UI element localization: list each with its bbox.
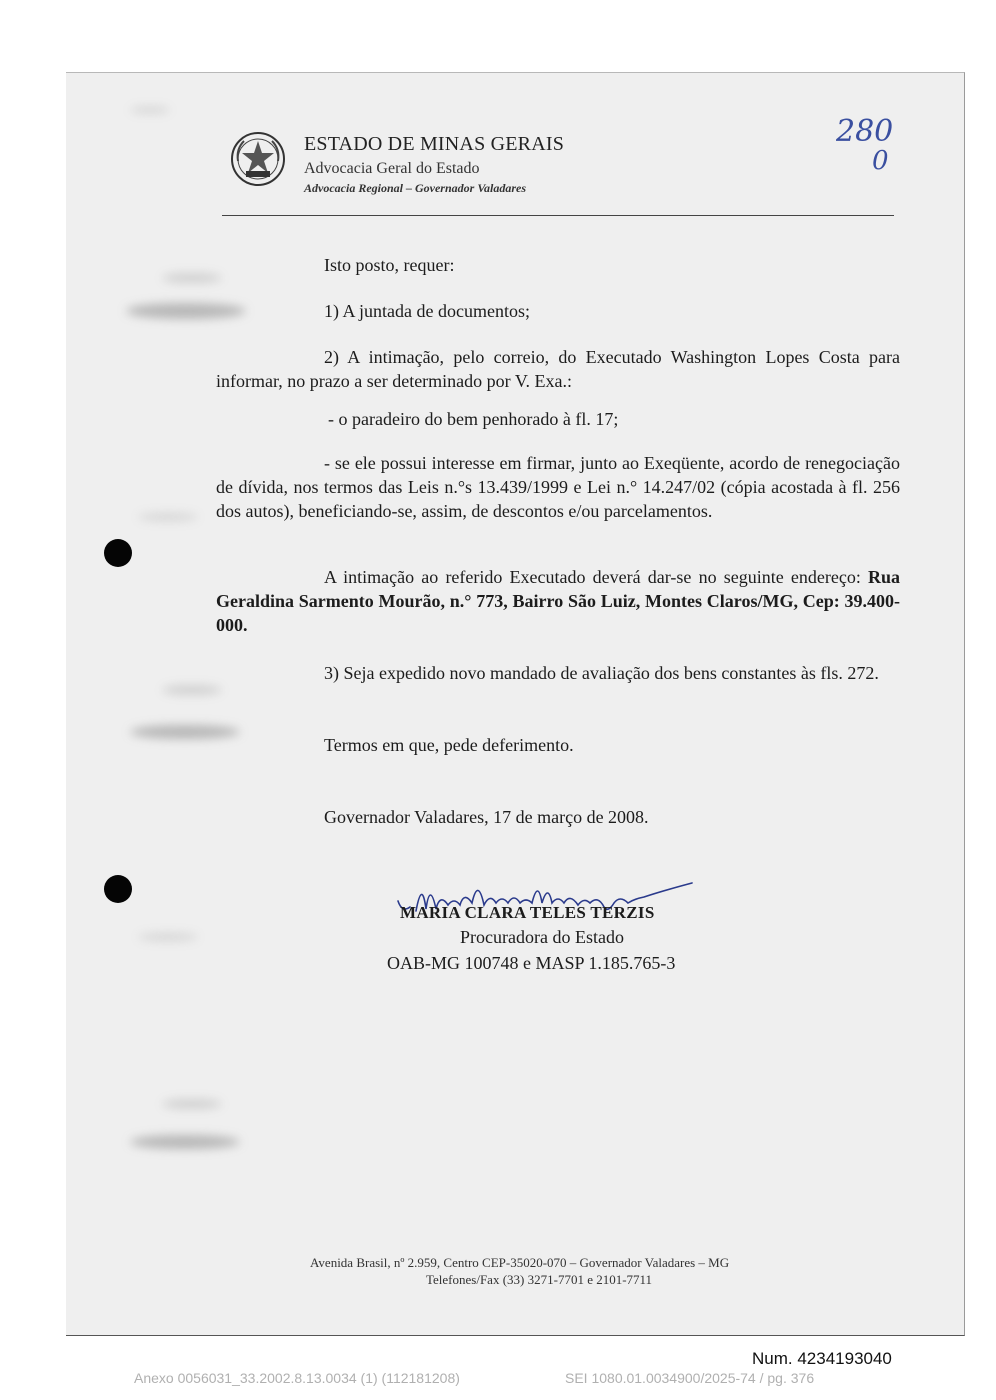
scan-smudge bbox=[130, 725, 240, 739]
paragraph-request-2: 2) A intimação, pelo correio, do Executado Washington Lopes Costa para informar, no prazo a ser determinado por V. Exa.: bbox=[216, 347, 900, 391]
signatory-registration: OAB-MG 100748 e MASP 1.185.765-3 bbox=[387, 953, 676, 973]
paragraph-item-renegotiation: - se ele possui interesse em firmar, junto ao Exeqüente, acordo de renegociação de dívida, nos termos das Leis n.°s 13.439/1999 e Lei n.° 14.247/02 (cópia acostada à fl. 256 dos autos), beneficiando-se, assim, de descontos e/ou parcelamentos. bbox=[216, 453, 900, 521]
state-seal-icon bbox=[230, 131, 286, 187]
paragraph-item-whereabouts: - o paradeiro do bem penhorado à fl. 17; bbox=[328, 409, 619, 429]
signatory-name: MARIA CLARA TELES TERZIS bbox=[400, 903, 655, 922]
document-date: Governador Valadares, 17 de março de 2008. bbox=[324, 807, 649, 827]
punch-hole bbox=[104, 875, 132, 903]
document-number: Num. 4234193040 bbox=[752, 1349, 892, 1368]
paragraph-request-1: 1) A juntada de documentos; bbox=[324, 301, 530, 321]
paragraph-request-3: 3) Seja expedido novo mandado de avaliação dos bens constantes às fls. 272. bbox=[324, 663, 879, 683]
executado-address: Rua Geraldina Sarmento Mourão, n.° 773, Bairro São Luiz, Montes Claros/MG, Cep: 39.400-000. bbox=[216, 567, 901, 635]
header-subtitle: Advocacia Geral do Estado bbox=[304, 160, 480, 177]
footer-phone: Telefones/Fax (33) 3271-7701 e 2101-7711 bbox=[426, 1272, 653, 1287]
annex-reference: Anexo 0056031_33.2002.8.13.0034 (1) (112181208) bbox=[134, 1370, 460, 1386]
paragraph-closing: Termos em que, pede deferimento. bbox=[324, 735, 574, 755]
folio-digits: 280 bbox=[836, 114, 894, 149]
scan-smudge bbox=[130, 107, 170, 113]
punch-hole bbox=[104, 539, 132, 567]
header-divider bbox=[222, 215, 894, 216]
sei-reference: SEI 1080.01.0034900/2025-74 / pg. 376 bbox=[565, 1370, 815, 1386]
scan-smudge bbox=[162, 273, 222, 283]
scan-smudge bbox=[162, 685, 222, 695]
paragraph-address: A intimação ao referido Executado deverá dar-se no seguinte endereço: Rua Geraldina Sarmento Mourão, n.° 773, Bairro São Luiz, Montes Claros/MG, Cep: 39.400-000. bbox=[216, 567, 901, 635]
footer-address: Avenida Brasil, nº 2.959, Centro CEP-35020-070 – Governador Valadares – MG bbox=[310, 1255, 730, 1270]
paragraph-requests-intro: Isto posto, requer: bbox=[324, 255, 455, 275]
scan-smudge bbox=[138, 513, 198, 521]
header-regional: Advocacia Regional – Governador Valadares bbox=[304, 181, 526, 195]
document-page bbox=[66, 72, 965, 1336]
signatory-role: Procuradora do Estado bbox=[460, 927, 624, 947]
header-title: ESTADO DE MINAS GERAIS bbox=[304, 133, 565, 155]
folio-mark: 0 bbox=[872, 146, 889, 176]
scan-smudge bbox=[126, 303, 246, 319]
folio-number bbox=[836, 107, 926, 177]
scan-smudge bbox=[138, 933, 198, 941]
scan-smudge bbox=[130, 1135, 240, 1149]
scan-smudge bbox=[162, 1099, 222, 1109]
